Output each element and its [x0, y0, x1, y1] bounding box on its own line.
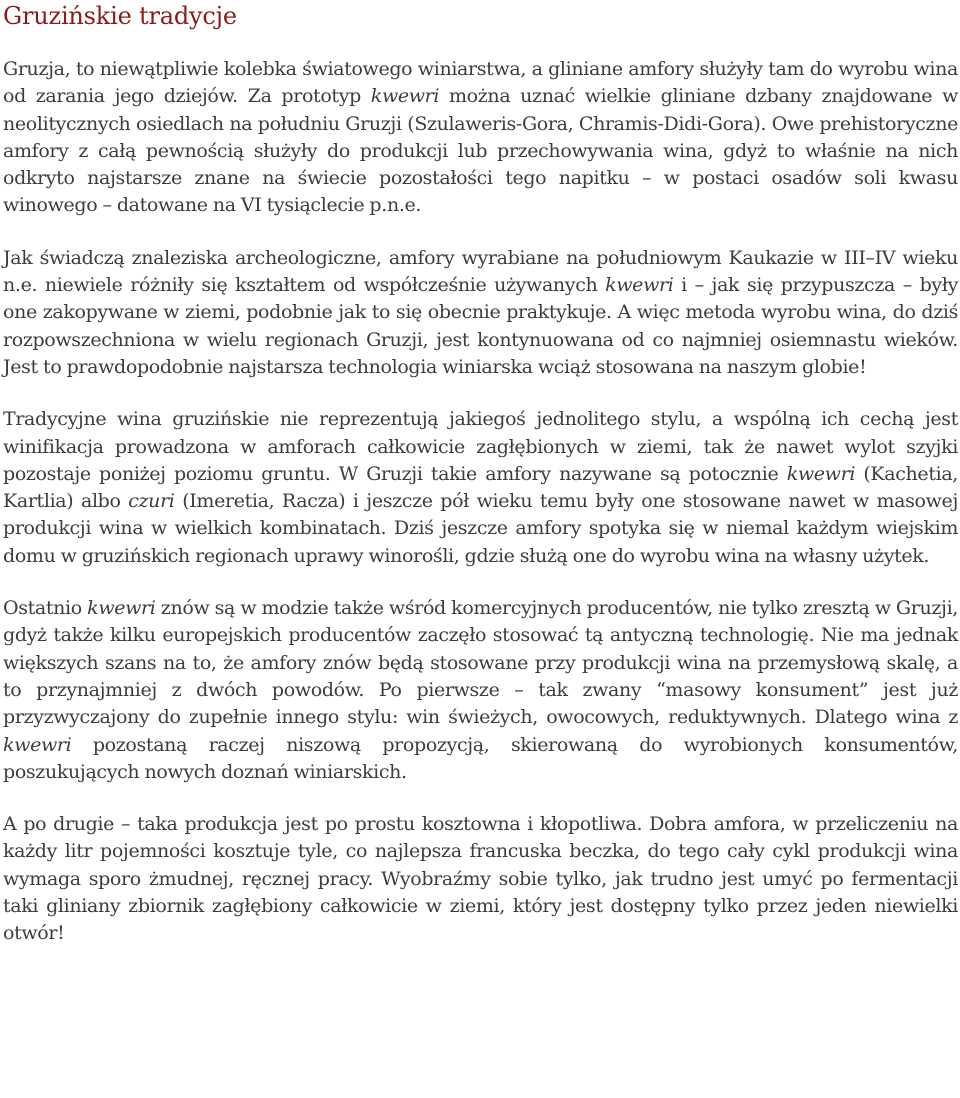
paragraph-text: znów są w modzie także wśród komercyjnych producentów, nie tylko zresztą w Gruzji, gdyż także kilku europejskich producentów zaczęło stosować tą antyczną technologię. Nie ma jednak większych szans na to, że amfory znów będą stosowane przy produkcji wina na przemysłową skalę, a to przynajmniej z dwóch powodów. Po pierwsze – tak zwany “masowy konsument” jest już przyzwyczajony do zupełnie innego stylu: win świeżych, owocowych, reduktywnych. Dlatego wina z: [3, 597, 958, 729]
paragraph-text: A po drugie – taka produkcja jest po prostu kosztowna i kłopotliwa. Dobra amfora, w przeliczeniu na każdy litr pojemności kosztuje tyle, co najlepsza francuska beczka, do tego cały cykl produkcji wina wymaga sporo żmudnej, ręcznej pracy. Wyobraźmy sobie tylko, jak trudno jest umyć po fermentacji taki gliniany zbiornik zagłębiony całkowicie w ziemi, który jest dostępny tylko przez jeden niewielki otwór!: [3, 813, 958, 945]
paragraph-1: [3, 56, 958, 220]
paragraph-4: [3, 595, 958, 786]
paragraph-text: Jak świadczą znaleziska archeologiczne, amfory wyrabiane na południowym Kaukazie w III–IV wieku n.e. niewiele różniły się kształtem od współcześnie używanych: [3, 246, 958, 297]
paragraph-3: [3, 406, 958, 570]
emphasized-term: kwewri: [605, 274, 674, 297]
emphasized-term: kwewri: [3, 733, 72, 756]
emphasized-term: kwewri: [786, 462, 856, 485]
emphasized-term: kwewri: [87, 597, 156, 620]
page-title: Gruzińskie tradycje: [3, 2, 237, 30]
paragraph-2: [3, 245, 958, 381]
paragraph-text: pozostaną raczej niszową propozycją, skierowaną do wyrobionych konsumentów, poszukujących nowych doznań winiarskich.: [3, 733, 958, 783]
paragraph-text: Ostatnio: [3, 597, 88, 620]
paragraph-text: można uznać wielkie gliniane dzbany znajdowane w neolitycznych osiedlach na południu Gruzji (Szulaweris-Gora, Chramis-Didi-Gora). Owe prehistoryczne amfory z całą pewnością służyły do produkcji lub przechowywania wina, gdyż to właśnie na nich odkryto najstarsze znane na świecie pozostałości tego napitku – w postaci osadów soli kwasu winowego – datowane na VI tysiąclecie p.n.e.: [3, 85, 958, 217]
paragraph-text: Gruzja, to niewątpliwie kolebka światowego winiarstwa, a gliniane amfory służyły tam do wyrobu wina od zarania jego dziejów. Za prototyp: [3, 58, 958, 108]
paragraph-text: i – jak się przypuszcza – były one zakopywane w ziemi, podobnie jak to się obecnie praktykuje. A więc metoda wyrobu wina, do dziś rozpowszechniona w wielu regionach Gruzji, jest kontynuowana od co najmniej osiemnastu wieków. Jest to prawdopodobnie najstarsza technologia winiarska wciąż stosowana na naszym globie!: [3, 274, 958, 378]
paragraph-5: [3, 811, 958, 947]
emphasized-term: kwewri: [370, 85, 440, 108]
paragraph-text: (Imeretia, Racza) i jeszcze pół wieku temu były one stosowane nawet w masowej produkcji wina w wielkich kombinatach. Dziś jeszcze amfory spotyka się w niemal każdym wiejskim domu w gruzińskich regionach uprawy winorośli, gdzie służą one do wyrobu wina na własny użytek.: [3, 490, 958, 567]
paragraph-text: Tradycyjne wina gruzińskie nie reprezentują jakiegoś jednolitego stylu, a wspólną ich cechą jest winifikacja prowadzona w amforach całkowicie zagłębionych w ziemi, tak że nawet wylot szyjki pozostaje poniżej poziomu gruntu. W Gruzji takie amfory nazywane są potocznie: [3, 408, 958, 485]
emphasized-term: czuri: [128, 490, 175, 513]
paragraph-text: (Kachetia, Kartlia) albo: [3, 462, 958, 513]
